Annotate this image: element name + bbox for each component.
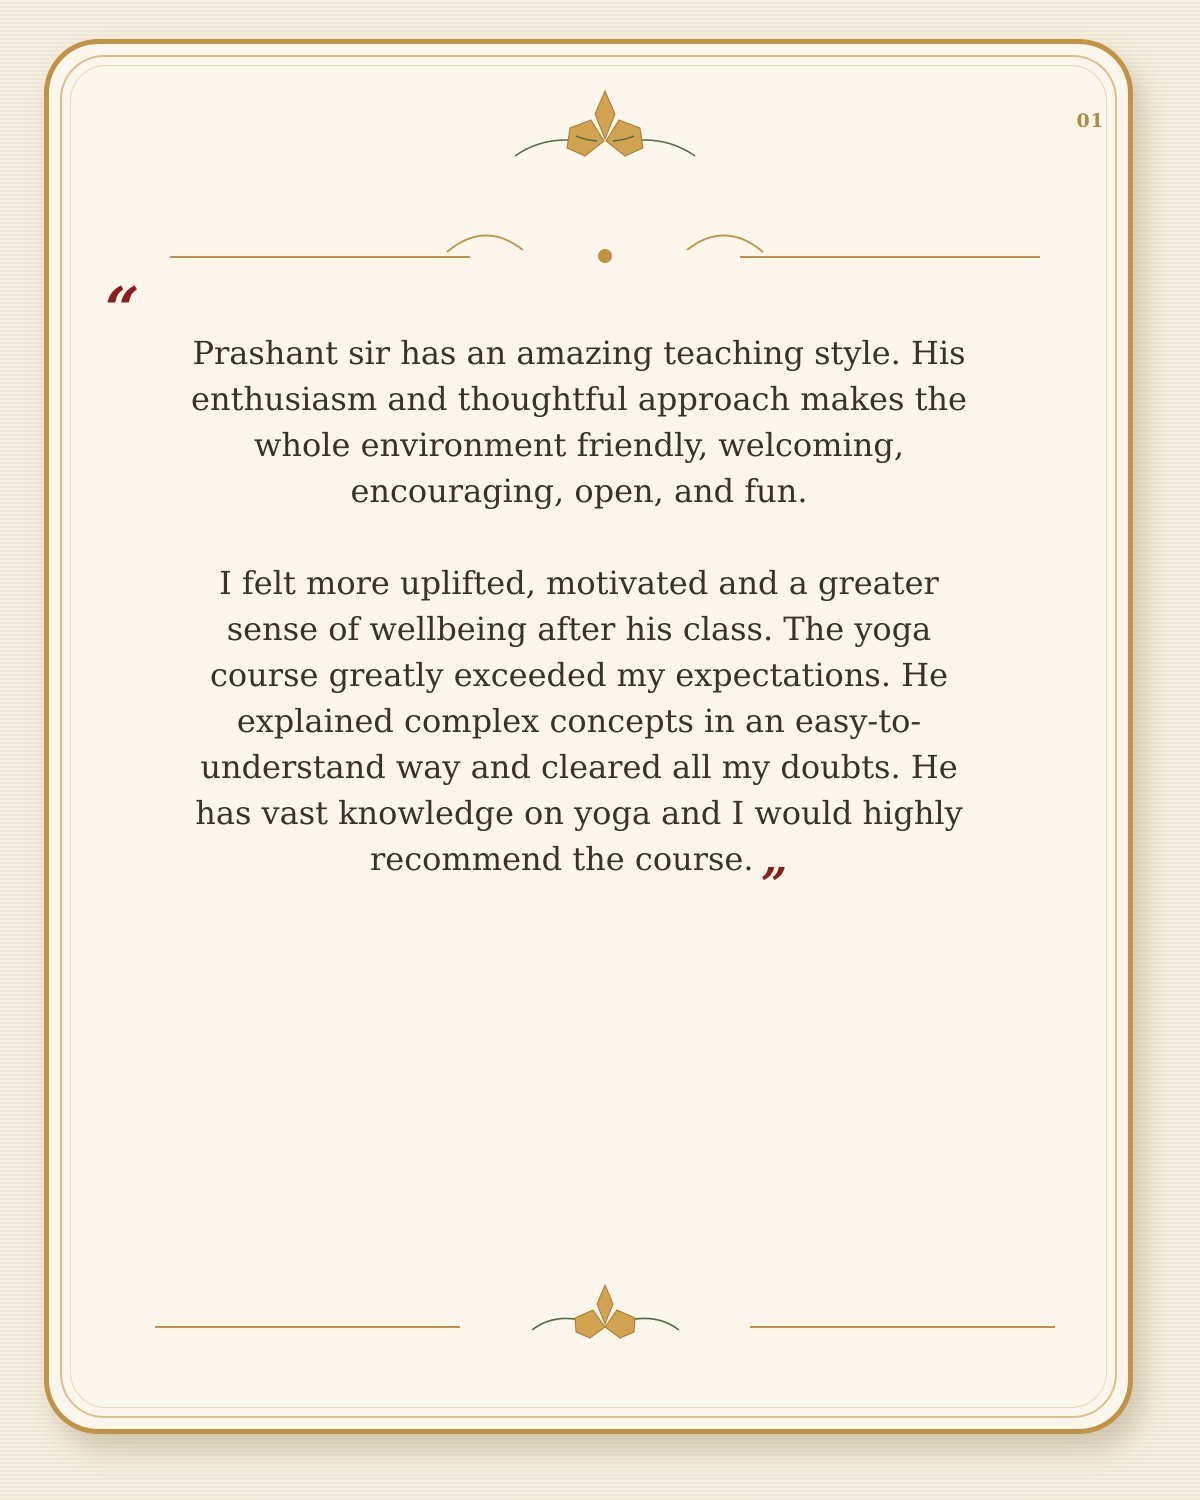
testimonial-paragraph-1: Prashant sir has an amazing teaching style. His enthusiasm and thoughtful approach makes the whole environment friendly, welcoming, encouraging, open, and fun. [191,334,967,510]
testimonial-card [44,39,1133,1434]
testimonial-text [173,330,985,885]
testimonial-paragraph-2-text: I felt more uplifted, motivated and a greater sense of wellbeing after his class. The yoga course greatly exceeded my expectations. He explained complex concepts in an easy-to-understand way and cleared all my doubts. He has vast knowledge on yoga and I would highly recommend the course. [195,564,963,878]
open-quote-mark: “ [105,275,140,345]
testimonial-paragraph-2 [173,560,985,885]
close-quote-mark: „ [761,831,788,885]
page-number: 01 [1076,110,1104,132]
